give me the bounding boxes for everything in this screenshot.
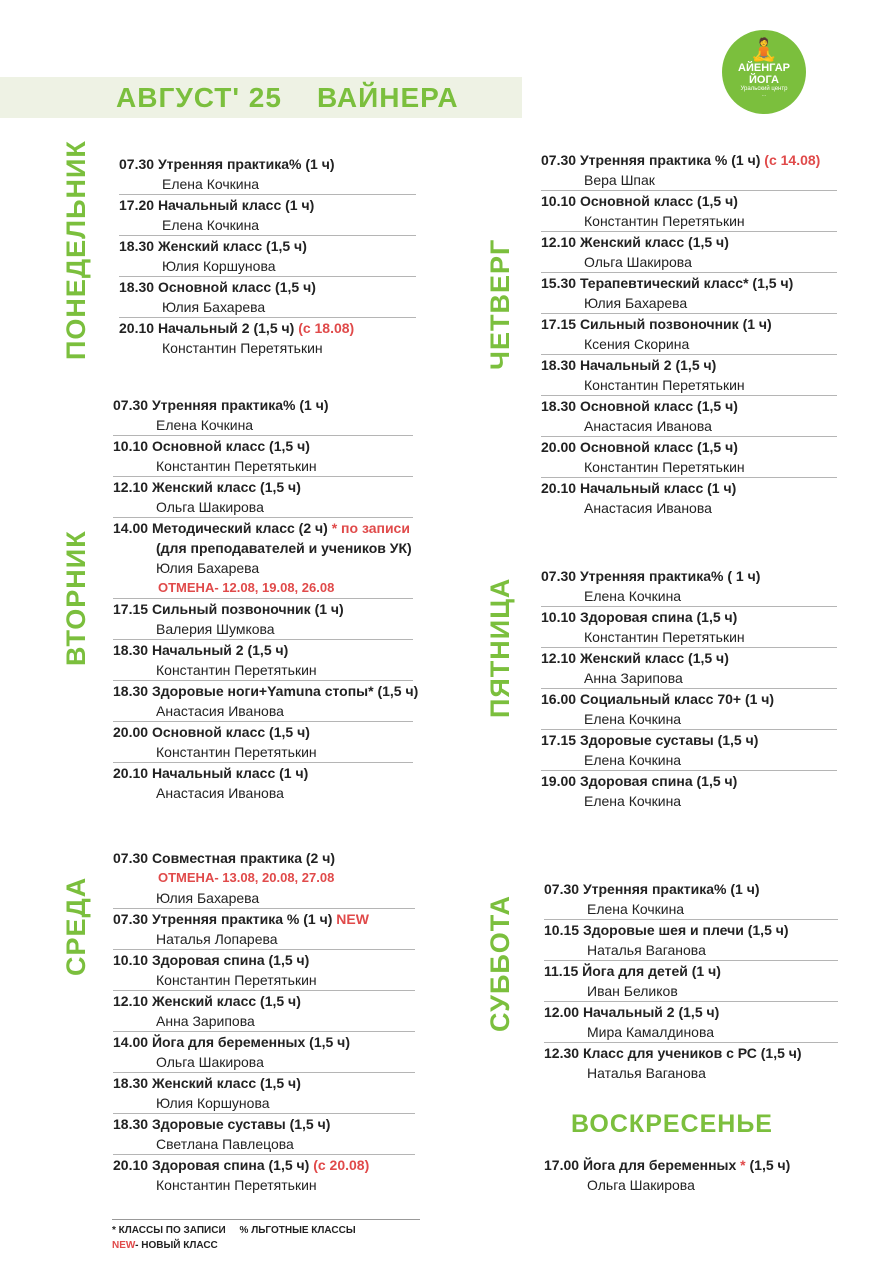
class-entry xyxy=(113,909,415,950)
entry-teacher: Анастасия Иванова xyxy=(156,785,284,801)
entry-teacher: Ольга Шакирова xyxy=(587,1177,695,1193)
entry-time: 07.30 xyxy=(541,152,577,168)
class-entry xyxy=(119,195,416,236)
entry-teacher: Анастасия Иванова xyxy=(584,418,712,434)
entry-time: 18.30 xyxy=(113,1116,149,1132)
class-entry xyxy=(113,1155,415,1195)
entry-name: Утренняя практика % (1 ч) xyxy=(151,911,333,927)
entry-name: Женский класс (1,5 ч) xyxy=(151,479,301,495)
entry-time: 07.30 xyxy=(113,850,149,866)
entry-teacher: Елена Кочкина xyxy=(584,711,682,727)
entry-name: Здоровые шея и плечи (1,5 ч) xyxy=(582,922,789,938)
entry-duration: (1,5 ч) xyxy=(749,1157,791,1173)
entry-time: 18.30 xyxy=(119,279,155,295)
entry-time: 20.00 xyxy=(541,439,577,455)
class-entry xyxy=(541,273,837,314)
legend-new-text: - НОВЫЙ КЛАСС xyxy=(135,1240,218,1251)
entry-title xyxy=(113,848,415,868)
entry-teacher: Елена Кочкина xyxy=(584,752,682,768)
schedule-saturday xyxy=(544,879,838,1083)
entry-title xyxy=(541,191,837,211)
entry-teacher: Константин Перетятькин xyxy=(156,744,317,760)
entry-name: Социальный класс 70+ (1 ч) xyxy=(579,691,775,707)
page-title: АВГУСТ' 25 ВАЙНЕРА xyxy=(116,82,459,113)
entry-cancellation: ОТМЕНА- 13.08, 20.08, 27.08 xyxy=(158,870,335,885)
class-entry xyxy=(113,763,413,803)
entry-time: 17.15 xyxy=(541,732,577,748)
entry-teacher: Елена Кочкина xyxy=(587,901,685,917)
class-entry xyxy=(541,314,837,355)
entry-teacher: Наталья Ваганова xyxy=(587,942,706,958)
entry-teacher: Ольга Шакирова xyxy=(156,499,264,515)
entry-time: 10.15 xyxy=(544,922,580,938)
entry-teacher: Юлия Коршунова xyxy=(162,258,276,274)
entry-time: 12.10 xyxy=(541,650,577,666)
entry-name: Начальный класс (1 ч) xyxy=(151,765,309,781)
class-entry xyxy=(544,879,838,920)
entry-name: Начальный 2 (1,5 ч) xyxy=(579,357,717,373)
entry-title xyxy=(113,599,413,619)
entry-time: 12.10 xyxy=(113,993,149,1009)
class-entry xyxy=(113,722,413,763)
entry-note: * по записи xyxy=(331,520,410,536)
logo xyxy=(722,30,806,114)
entry-time: 10.10 xyxy=(113,438,149,454)
entry-name: Здоровая спина (1,5 ч) xyxy=(579,773,738,789)
entry-name: Женский класс (1,5 ч) xyxy=(151,1075,301,1091)
entry-time: 12.10 xyxy=(113,479,149,495)
entry-time: 17.20 xyxy=(119,197,155,213)
entry-name: Здоровые ноги+Yamuna стопы* (1,5 ч) xyxy=(151,683,419,699)
entry-title xyxy=(119,195,416,215)
class-entry xyxy=(544,961,838,1002)
entry-time: 20.10 xyxy=(113,1157,149,1173)
class-entry xyxy=(113,436,413,477)
schedule-sunday xyxy=(544,1155,790,1195)
entry-time: 20.10 xyxy=(541,480,577,496)
day-label-tuesday: ВТОРНИК xyxy=(61,530,91,666)
entry-teacher: Юлия Бахарева xyxy=(162,299,266,315)
entry-title xyxy=(113,477,413,497)
entry-title xyxy=(544,879,838,899)
entry-time: 10.10 xyxy=(113,952,149,968)
schedule-tuesday xyxy=(113,395,419,803)
entry-title xyxy=(113,950,415,970)
entry-title xyxy=(541,273,837,293)
entry-name: Утренняя практика % (1 ч) xyxy=(579,152,761,168)
entry-teacher: Константин Перетятькин xyxy=(584,629,745,645)
entry-time: 07.30 xyxy=(541,568,577,584)
entry-teacher: Елена Кочкина xyxy=(584,588,682,604)
footer-legend xyxy=(112,1219,420,1253)
entry-time: 20.00 xyxy=(113,724,149,740)
entry-time: 07.30 xyxy=(119,156,155,172)
entry-name: Начальный 2 (1,5 ч) xyxy=(157,320,295,336)
class-entry xyxy=(541,771,837,811)
entry-name: Женский класс (1,5 ч) xyxy=(579,650,729,666)
schedule-wednesday xyxy=(113,848,415,1195)
entry-time: 17.15 xyxy=(541,316,577,332)
entry-time: 18.30 xyxy=(119,238,155,254)
day-label-wednesday: СРЕДА xyxy=(61,876,91,976)
entry-time: 19.00 xyxy=(541,773,577,789)
entry-teacher: Елена Кочкина xyxy=(156,417,254,433)
entry-name: Начальный класс (1 ч) xyxy=(157,197,315,213)
class-entry xyxy=(113,599,413,640)
day-label-saturday: СУББОТА xyxy=(485,894,515,1032)
entry-title xyxy=(113,909,415,929)
entry-teacher: Константин Перетятькин xyxy=(584,377,745,393)
entry-title xyxy=(541,396,837,416)
entry-teacher: Светлана Павлецова xyxy=(156,1136,294,1152)
class-entry xyxy=(113,991,415,1032)
entry-teacher: Иван Беликов xyxy=(587,983,678,999)
class-entry xyxy=(541,607,837,648)
entry-title xyxy=(113,681,419,701)
entry-name: Здоровые суставы (1,5 ч) xyxy=(579,732,759,748)
entry-teacher: Наталья Лопарева xyxy=(156,931,278,947)
day-label-monday: ПОНЕДЕЛЬНИК xyxy=(61,140,91,360)
entry-title xyxy=(544,1155,790,1175)
entry-title xyxy=(113,436,413,456)
entry-name: Здоровые суставы (1,5 ч) xyxy=(151,1116,331,1132)
entry-name: Здоровая спина (1,5 ч) xyxy=(151,1157,310,1173)
class-entry xyxy=(541,478,837,518)
class-entry xyxy=(541,437,837,478)
entry-time: 10.10 xyxy=(541,609,577,625)
entry-teacher: Константин Перетятькин xyxy=(584,459,745,475)
entry-title xyxy=(119,154,416,174)
entry-name: Основной класс (1,5 ч) xyxy=(151,724,310,740)
entry-time: 20.10 xyxy=(113,765,149,781)
class-entry xyxy=(113,950,415,991)
entry-title xyxy=(541,771,837,791)
entry-name: Основной класс (1,5 ч) xyxy=(157,279,316,295)
entry-title xyxy=(119,277,416,297)
entry-time: 16.00 xyxy=(541,691,577,707)
entry-teacher: Мира Камалдинова xyxy=(587,1024,715,1040)
class-entry xyxy=(544,1002,838,1043)
entry-time: 07.30 xyxy=(544,881,580,897)
entry-teacher: Анна Зарипова xyxy=(156,1013,255,1029)
entry-name: Основной класс (1,5 ч) xyxy=(579,398,738,414)
entry-name: Женский класс (1,5 ч) xyxy=(151,993,301,1009)
entry-teacher: Константин Перетятькин xyxy=(156,662,317,678)
entry-title xyxy=(113,395,413,415)
entry-teacher: Валерия Шумкова xyxy=(156,621,275,637)
entry-name: Начальный класс (1 ч) xyxy=(579,480,737,496)
day-label-thursday: ЧЕТВЕРГ xyxy=(485,238,515,370)
class-entry xyxy=(113,477,413,518)
entry-teacher: Константин Перетятькин xyxy=(584,213,745,229)
entry-title xyxy=(541,607,837,627)
entry-title xyxy=(544,1043,838,1063)
entry-name: Сильный позвоночник (1 ч) xyxy=(579,316,772,332)
entry-teacher: Юлия Бахарева xyxy=(156,560,260,576)
entry-teacher: Анастасия Иванова xyxy=(156,703,284,719)
entry-title xyxy=(541,437,837,457)
entry-time: 18.30 xyxy=(541,398,577,414)
class-entry xyxy=(541,150,837,191)
entry-name: Основной класс (1,5 ч) xyxy=(579,439,738,455)
class-entry xyxy=(541,232,837,273)
entry-teacher: Константин Перетятькин xyxy=(156,972,317,988)
entry-name: Совместная практика (2 ч) xyxy=(151,850,335,866)
entry-name: Начальный 2 (1,5 ч) xyxy=(582,1004,720,1020)
schedule-monday xyxy=(119,154,416,358)
day-label-sunday: ВОСКРЕСЕНЬЕ xyxy=(571,1110,773,1138)
class-entry xyxy=(113,395,413,436)
entry-teacher: Константин Перетятькин xyxy=(156,458,317,474)
entry-title xyxy=(113,1032,415,1052)
class-entry xyxy=(544,920,838,961)
footer-divider xyxy=(112,1219,420,1220)
entry-name: Здоровая спина (1,5 ч) xyxy=(579,609,738,625)
class-entry xyxy=(541,355,837,396)
class-entry xyxy=(113,640,413,681)
day-label-friday: ПЯТНИЦА xyxy=(485,577,515,718)
entry-title xyxy=(541,355,837,375)
entry-name: Класс для учеников с РС (1,5 ч) xyxy=(582,1045,802,1061)
class-entry xyxy=(113,681,419,722)
entry-name: Йога для детей (1 ч) xyxy=(582,963,721,979)
entry-title xyxy=(113,722,413,742)
entry-time: 12.30 xyxy=(544,1045,580,1061)
entry-title xyxy=(541,150,837,170)
entry-teacher: Елена Кочкина xyxy=(162,217,260,233)
entry-time: 10.10 xyxy=(541,193,577,209)
entry-teacher: Юлия Коршунова xyxy=(156,1095,270,1111)
entry-title xyxy=(541,314,837,334)
class-entry xyxy=(544,1043,838,1083)
entry-time: 18.30 xyxy=(113,642,149,658)
class-entry xyxy=(541,396,837,437)
entry-time: 17.00 xyxy=(544,1157,580,1173)
entry-title xyxy=(119,318,416,338)
entry-time: 12.10 xyxy=(541,234,577,250)
entry-title xyxy=(113,518,413,538)
class-entry xyxy=(541,566,837,607)
class-entry xyxy=(541,191,837,232)
entry-title xyxy=(544,920,838,940)
class-entry xyxy=(119,154,416,195)
entry-time: 14.00 xyxy=(113,520,149,536)
entry-teacher: Ольга Шакирова xyxy=(584,254,692,270)
entry-title xyxy=(113,991,415,1011)
entry-teacher: Елена Кочкина xyxy=(162,176,260,192)
entry-name: Сильный позвоночник (1 ч) xyxy=(151,601,344,617)
entry-time: 18.30 xyxy=(113,1075,149,1091)
entry-time: 12.00 xyxy=(544,1004,580,1020)
entry-time: 07.30 xyxy=(113,911,149,927)
class-entry xyxy=(113,1032,415,1073)
entry-name: Основной класс (1,5 ч) xyxy=(151,438,310,454)
entry-name: Утренняя практика% (1 ч) xyxy=(582,881,760,897)
logo-mark: ··· xyxy=(761,93,767,99)
entry-title xyxy=(541,689,837,709)
entry-name: Женский класс (1,5 ч) xyxy=(157,238,307,254)
logo-subtitle: Уральский центр xyxy=(740,86,788,92)
class-entry xyxy=(113,1114,415,1155)
entry-teacher: Анастасия Иванова xyxy=(584,500,712,516)
entry-title xyxy=(113,763,413,783)
entry-time: 07.30 xyxy=(113,397,149,413)
entry-title xyxy=(113,1114,415,1134)
entry-name: Терапевтический класс* (1,5 ч) xyxy=(579,275,794,291)
entry-extra: (для преподавателей и учеников УК) xyxy=(156,540,412,556)
entry-title xyxy=(541,648,837,668)
entry-title xyxy=(113,1073,415,1093)
entry-time: 17.15 xyxy=(113,601,149,617)
entry-title xyxy=(541,566,837,586)
schedule-friday xyxy=(541,566,837,811)
entry-name: Утренняя практика% ( 1 ч) xyxy=(579,568,761,584)
entry-teacher: Наталья Ваганова xyxy=(587,1065,706,1081)
entry-name: Йога для беременных (1,5 ч) xyxy=(151,1034,350,1050)
entry-cancellation: ОТМЕНА- 12.08, 19.08, 26.08 xyxy=(158,580,335,595)
entry-teacher: Анна Зарипова xyxy=(584,670,683,686)
entry-teacher: Ксения Скорина xyxy=(584,336,690,352)
entry-teacher: Константин Перетятькин xyxy=(162,340,323,356)
entry-time: 15.30 xyxy=(541,275,577,291)
class-entry xyxy=(113,518,413,599)
class-entry xyxy=(113,848,415,909)
entry-name: Утренняя практика% (1 ч) xyxy=(151,397,329,413)
schedule-thursday xyxy=(541,150,837,518)
class-entry xyxy=(541,730,837,771)
entry-note: NEW xyxy=(336,911,369,927)
entry-title xyxy=(544,961,838,981)
entry-title xyxy=(541,232,837,252)
class-entry xyxy=(541,689,837,730)
class-entry xyxy=(541,648,837,689)
entry-star: * xyxy=(740,1157,746,1173)
entry-name: Методический класс (2 ч) xyxy=(151,520,328,536)
entry-time: 18.30 xyxy=(541,357,577,373)
entry-title xyxy=(541,730,837,750)
entry-time: 18.30 xyxy=(113,683,149,699)
entry-name: Здоровая спина (1,5 ч) xyxy=(151,952,310,968)
class-entry xyxy=(119,236,416,277)
entry-teacher: Елена Кочкина xyxy=(584,793,682,809)
legend-new-tag: NEW xyxy=(112,1240,136,1251)
entry-teacher: Юлия Бахарева xyxy=(156,890,260,906)
entry-note: (с 20.08) xyxy=(313,1157,370,1173)
logo-title: АЙЕНГАР ЙОГА xyxy=(738,62,790,86)
entry-teacher: Юлия Бахарева xyxy=(584,295,688,311)
entry-teacher: Константин Перетятькин xyxy=(156,1177,317,1193)
entry-time: 20.10 xyxy=(119,320,155,336)
class-entry xyxy=(113,1073,415,1114)
entry-teacher: Ольга Шакирова xyxy=(156,1054,264,1070)
entry-teacher: Вера Шпак xyxy=(584,172,655,188)
entry-title xyxy=(113,1155,415,1175)
entry-title xyxy=(541,478,837,498)
class-entry xyxy=(119,318,416,358)
entry-time: 11.15 xyxy=(544,963,579,979)
entry-title xyxy=(113,640,413,660)
entry-title xyxy=(544,1002,838,1022)
entry-name: Начальный 2 (1,5 ч) xyxy=(151,642,289,658)
entry-name: Йога для беременных xyxy=(582,1157,737,1173)
entry-name: Утренняя практика% (1 ч) xyxy=(157,156,335,172)
class-entry xyxy=(119,277,416,318)
entry-name: Основной класс (1,5 ч) xyxy=(579,193,738,209)
yoga-figure-icon: 🧘 xyxy=(750,37,778,62)
legend-line: * КЛАССЫ ПО ЗАПИСИ % ЛЬГОТНЫЕ КЛАССЫ xyxy=(112,1225,356,1236)
entry-time: 14.00 xyxy=(113,1034,149,1050)
entry-note: (с 18.08) xyxy=(298,320,355,336)
entry-title xyxy=(119,236,416,256)
entry-name: Женский класс (1,5 ч) xyxy=(579,234,729,250)
entry-note: (с 14.08) xyxy=(764,152,821,168)
